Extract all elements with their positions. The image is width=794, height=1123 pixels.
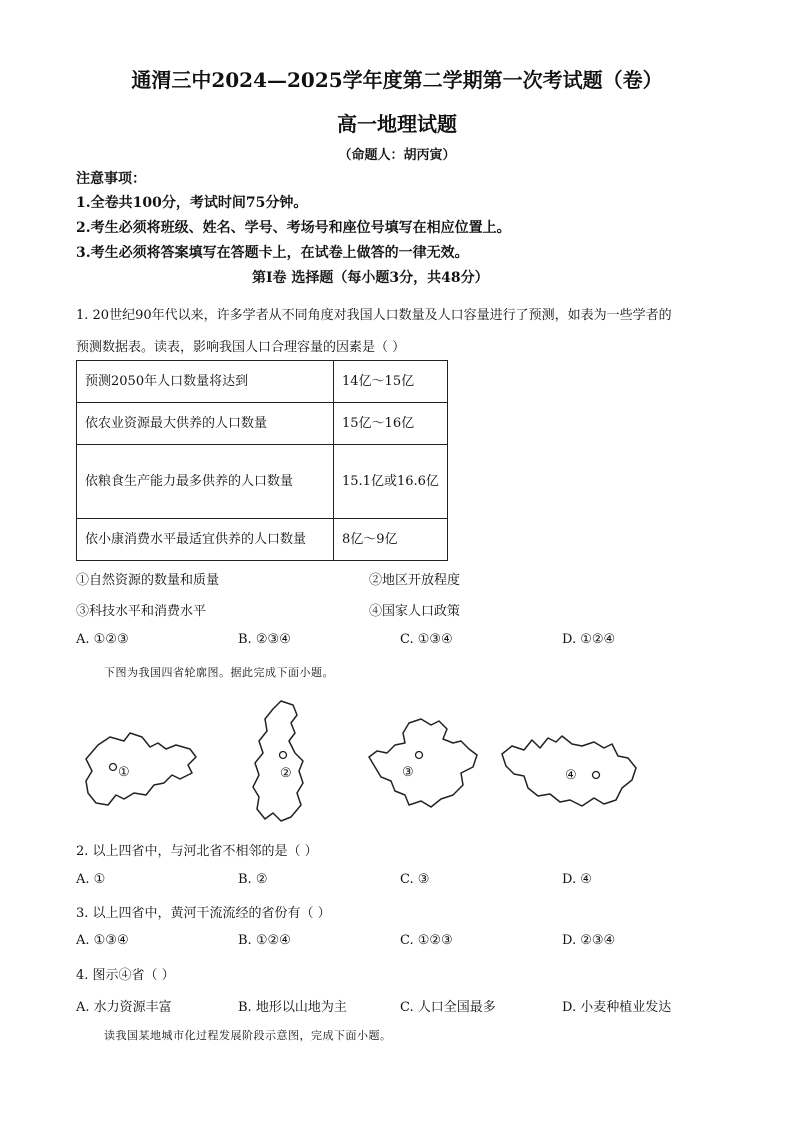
option-d: D. 小麦种植业发达 [562,1000,672,1015]
q4-stem: 4. 图示④省（ ） [76,968,175,983]
author-line: （命题人：胡丙寅） [338,148,456,163]
notes-heading: 注意事项： [76,171,146,187]
table-row [77,445,448,519]
table-cell: 预测2050年人口数量将达到 [77,361,334,403]
factor-item: ③科技水平和消费水平 [76,604,207,619]
table-cell: 依粮食生产能力最多供养的人口数量 [77,445,334,519]
map-label: ③ [402,765,414,780]
note-item: 3.考生必须将答案填写在答题卡上，在试卷上做答的一律无效。 [76,245,469,261]
map-label: ① [118,765,130,780]
table-row [77,403,448,445]
factor-item: ④国家人口政策 [369,604,461,619]
table-cell: 依农业资源最大供养的人口数量 [77,403,334,445]
option-b: B. ② [238,872,268,887]
q3-stem: 3. 以上四省中，黄河干流流经的省份有（ ） [76,906,331,921]
map-label: ④ [565,768,577,783]
option-b: B. 地形以山地为主 [238,1000,347,1015]
table-row [77,361,448,403]
exam-title: 通渭三中2024—2025学年度第二学期第一次考试题（卷） [131,68,663,92]
table-cell: 14亿～15亿 [334,361,448,403]
province-map-2 [245,697,315,825]
note-item: 2.考生必须将班级、姓名、学号、考场号和座位号填写在相应位置上。 [76,220,511,236]
factor-item: ②地区开放程度 [369,573,461,588]
option-a: A. ①③④ [76,933,129,948]
option-a: A. ①②③ [76,632,129,647]
option-b: B. ②③④ [238,632,291,647]
option-a: A. ① [76,872,106,887]
option-d: D. ②③④ [562,933,616,948]
table-cell: 8亿～9亿 [334,519,448,561]
table-row [77,519,448,561]
table-cell: 15亿～16亿 [334,403,448,445]
table-cell: 15.1亿或16.6亿 [334,445,448,519]
option-d: D. ①②④ [562,632,616,647]
option-c: C. 人口全国最多 [400,1000,496,1015]
map-label: ② [280,766,292,781]
outro-text: 读我国某地城市化过程发展阶段示意图，完成下面小题。 [104,1029,392,1042]
option-c: C. ③ [400,872,430,887]
q1-stem-line1: 1. 20世纪90年代以来，许多学者从不同角度对我国人口数量及人口容量进行了预测，如表为一些学者的 [76,308,672,323]
prediction-table [76,360,448,561]
table-cell: 依小康消费水平最适宜供养的人口数量 [77,519,334,561]
option-c: C. ①②③ [400,933,453,948]
province-map-1 [80,725,200,815]
note-item: 1.全卷共100分，考试时间75分钟。 [76,195,308,211]
q1-stem-line2: 预测数据表。读表，影响我国人口合理容量的因素是（ ） [76,340,406,355]
factor-item: ①自然资源的数量和质量 [76,573,220,588]
option-b: B. ①②④ [238,933,291,948]
q2-stem: 2. 以上四省中，与河北省不相邻的是（ ） [76,844,318,859]
map-intro: 下图为我国四省轮廓图。据此完成下面小题。 [104,666,334,679]
option-a: A. 水力资源丰富 [76,1000,172,1015]
option-c: C. ①③④ [400,632,453,647]
option-d: D. ④ [562,872,592,887]
province-map-3 [365,715,485,813]
subject-title: 高一地理试题 [337,112,457,136]
section-heading: 第Ⅰ卷 选择题（每小题3分，共48分） [252,270,489,286]
